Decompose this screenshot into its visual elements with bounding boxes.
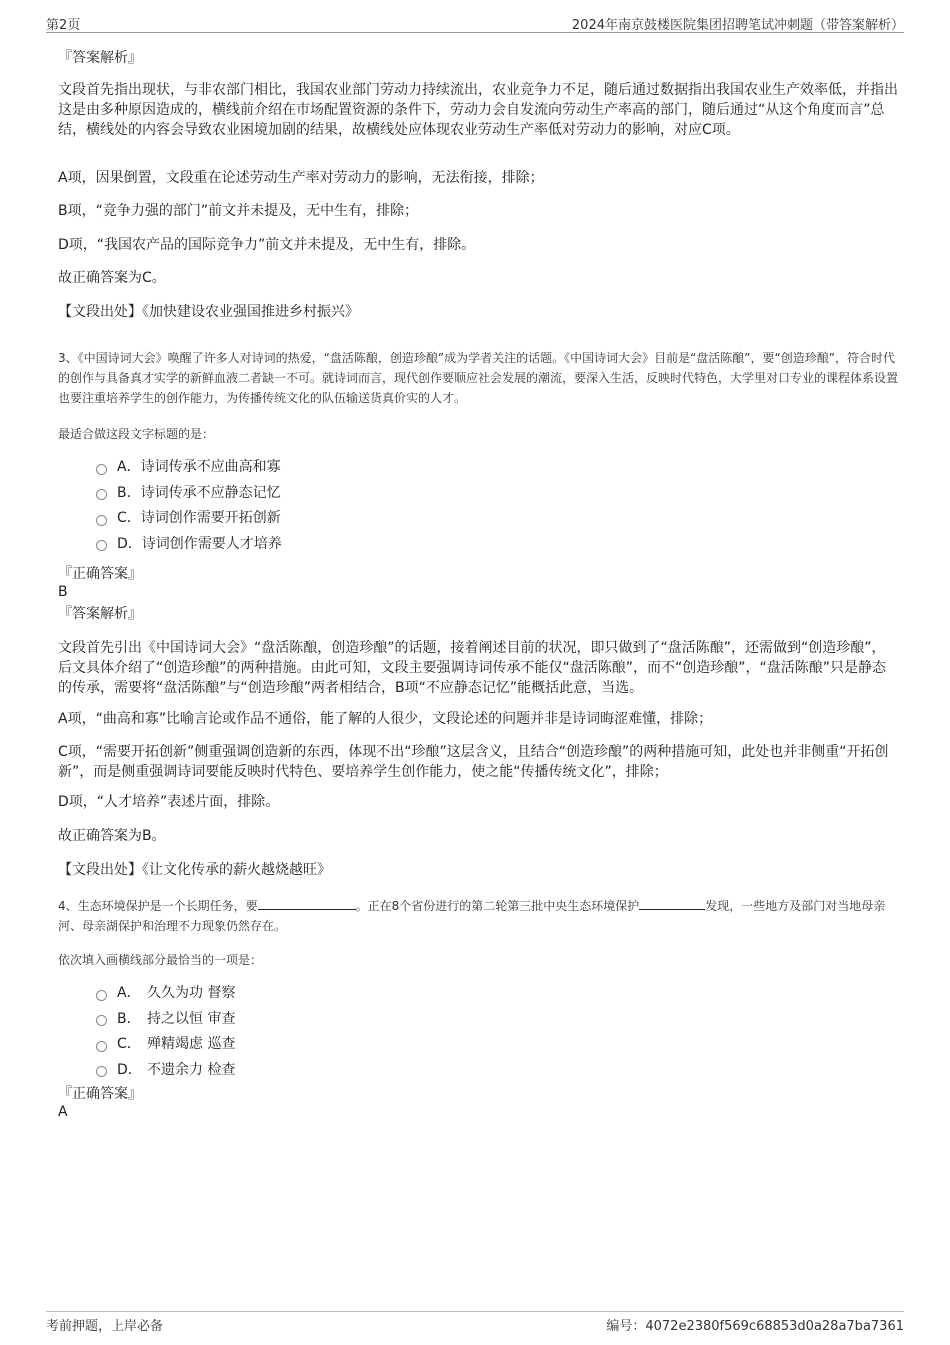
q3-options <box>96 455 282 557</box>
q2-analysis-label: 『答案解析』 <box>58 50 142 66</box>
q3-answer-label: 『正确答案』 <box>58 566 142 582</box>
q2-source: 【文段出处】《加快建设农业强国推进乡村振兴》 <box>58 304 359 320</box>
footer-slogan: 考前押题，上岸必备 <box>46 1319 164 1334</box>
q4-option-a[interactable]: A． 久久为功 督察 <box>96 981 235 1007</box>
radio-icon[interactable] <box>96 1041 107 1052</box>
q2-analysis-a: A项，因果倒置，文段重在论述劳动生产率对劳动力的影响，无法衔接，排除； <box>58 170 544 186</box>
q4-answer-label: 『正确答案』 <box>58 1086 142 1102</box>
q3-answer: B <box>58 584 68 600</box>
radio-icon[interactable] <box>96 1066 107 1077</box>
blank-1 <box>258 897 356 910</box>
q3-stem: 3、《中国诗词大会》唤醒了许多人对诗词的热爱，“盘活陈酿，创造珍酿”成为学者关注的话题。《中国诗词大会》目前是“盘活陈酿”，要“创造珍酿”，符合时代的创作与具备真才实学的新鲜血液二者缺一不可。就诗词而言，现代创作要顺应社会发展的潮流，要深入生活，反映时代特色，大学里对口专业的课程体系设置也要注重培养学生的创作能力，为传播传统文化的队伍输送货真价实的人才。 <box>58 351 899 405</box>
q4-option-d[interactable]: D． 不遗余力 检查 <box>96 1058 235 1084</box>
q3-option-d[interactable]: D．诗词创作需要人才培养 <box>96 532 282 558</box>
radio-icon[interactable] <box>96 540 107 551</box>
page-footer <box>46 1311 904 1342</box>
q4-stem: 4、生态环境保护是一个长期任务，要 。正在8个省份进行的第二轮第三批中央生态环境保护 发现，一些地方及部门对当地母亲河、母亲湖保护和治理不力现象仍然存在。 <box>58 899 886 933</box>
q2-analysis-text: 文段首先指出现状，与非农部门相比，我国农业部门劳动力持续流出，农业竞争力不足，随后通过数据指出我国农业生产效率低，并指出这是由多种原因造成的，横线前介绍在市场配置资源的条件下，劳动力会自发流向劳动生产率高的部门，随后通过“从这个角度而言”总结，横线处的内容会导致农业困境加剧的结果，故横线处应体现农业劳动生产率低对劳动力的影响，对应C项。 <box>58 82 898 138</box>
q3-prompt: 最适合做这段文字标题的是： <box>58 427 215 441</box>
radio-icon[interactable] <box>96 464 107 475</box>
q2-analysis-b: B项，“竞争力强的部门”前文并未提及，无中生有，排除； <box>58 203 419 219</box>
q3-analysis-text: 文段首先引出《中国诗词大会》“盘活陈酿，创造珍酿”的话题，接着阐述目前的状况，即只做到了“盘活陈酿”，还需做到“创造珍酿”，后文具体介绍了“创造珍酿”的两种措施。由此可知，文段主要强调诗词传承不能仅“盘活陈酿”，而不“创造珍酿”，“盘活陈酿”只是静态的传承，需要将“盘活陈酿”与“创造珍酿”两者相结合，B项“不应静态记忆”能概括此意，当选。 <box>58 640 887 696</box>
radio-icon[interactable] <box>96 489 107 500</box>
q3-option-c[interactable]: C．诗词创作需要开拓创新 <box>96 506 282 532</box>
q3-analysis-a: A项，“曲高和寡”比喻言论或作品不通俗，能了解的人很少，文段论述的问题并非是诗词晦涩难懂，排除； <box>58 711 713 727</box>
q3-source: 【文段出处】《让文化传承的薪火越烧越旺》 <box>58 862 331 878</box>
q4-option-c[interactable]: C． 殚精竭虑 巡查 <box>96 1032 235 1058</box>
blank-2 <box>639 897 705 910</box>
q3-analysis-label: 『答案解析』 <box>58 606 142 622</box>
q4-option-b[interactable]: B． 持之以恒 审查 <box>96 1007 235 1033</box>
q3-option-a[interactable]: A．诗词传承不应曲高和寡 <box>96 455 282 481</box>
q3-analysis-d: D项，“人才培养”表述片面，排除。 <box>58 794 280 810</box>
q2-conclusion: 故正确答案为C。 <box>58 270 166 286</box>
document-title: 2024年南京鼓楼医院集团招聘笔试冲刺题（带答案解析） <box>571 18 904 33</box>
document-id: 编号：4072e2380f569c68853d0a28a7ba7361 <box>606 1319 904 1334</box>
q4-prompt: 依次填入画横线部分最恰当的一项是： <box>58 953 263 967</box>
q3-conclusion: 故正确答案为B。 <box>58 828 166 844</box>
q4-answer: A <box>58 1104 68 1120</box>
radio-icon[interactable] <box>96 515 107 526</box>
q3-option-b[interactable]: B．诗词传承不应静态记忆 <box>96 481 282 507</box>
radio-icon[interactable] <box>96 1015 107 1026</box>
q2-analysis-d: D项，“我国农产品的国际竞争力”前文并未提及，无中生有，排除。 <box>58 237 476 253</box>
page-header <box>46 8 904 33</box>
q4-options <box>96 981 235 1083</box>
page-number: 第2页 <box>46 18 81 33</box>
radio-icon[interactable] <box>96 990 107 1001</box>
q3-analysis-c: C项，“需要开拓创新”侧重强调创造新的东西，体现不出“珍酿”这层含义，且结合“创造珍酿”的两种措施可知，此处也并非侧重“开拓创新”，而是侧重强调诗词要能反映时代特色、要培养学生创作能力，使之能“传播传统文化”，排除； <box>58 744 889 780</box>
